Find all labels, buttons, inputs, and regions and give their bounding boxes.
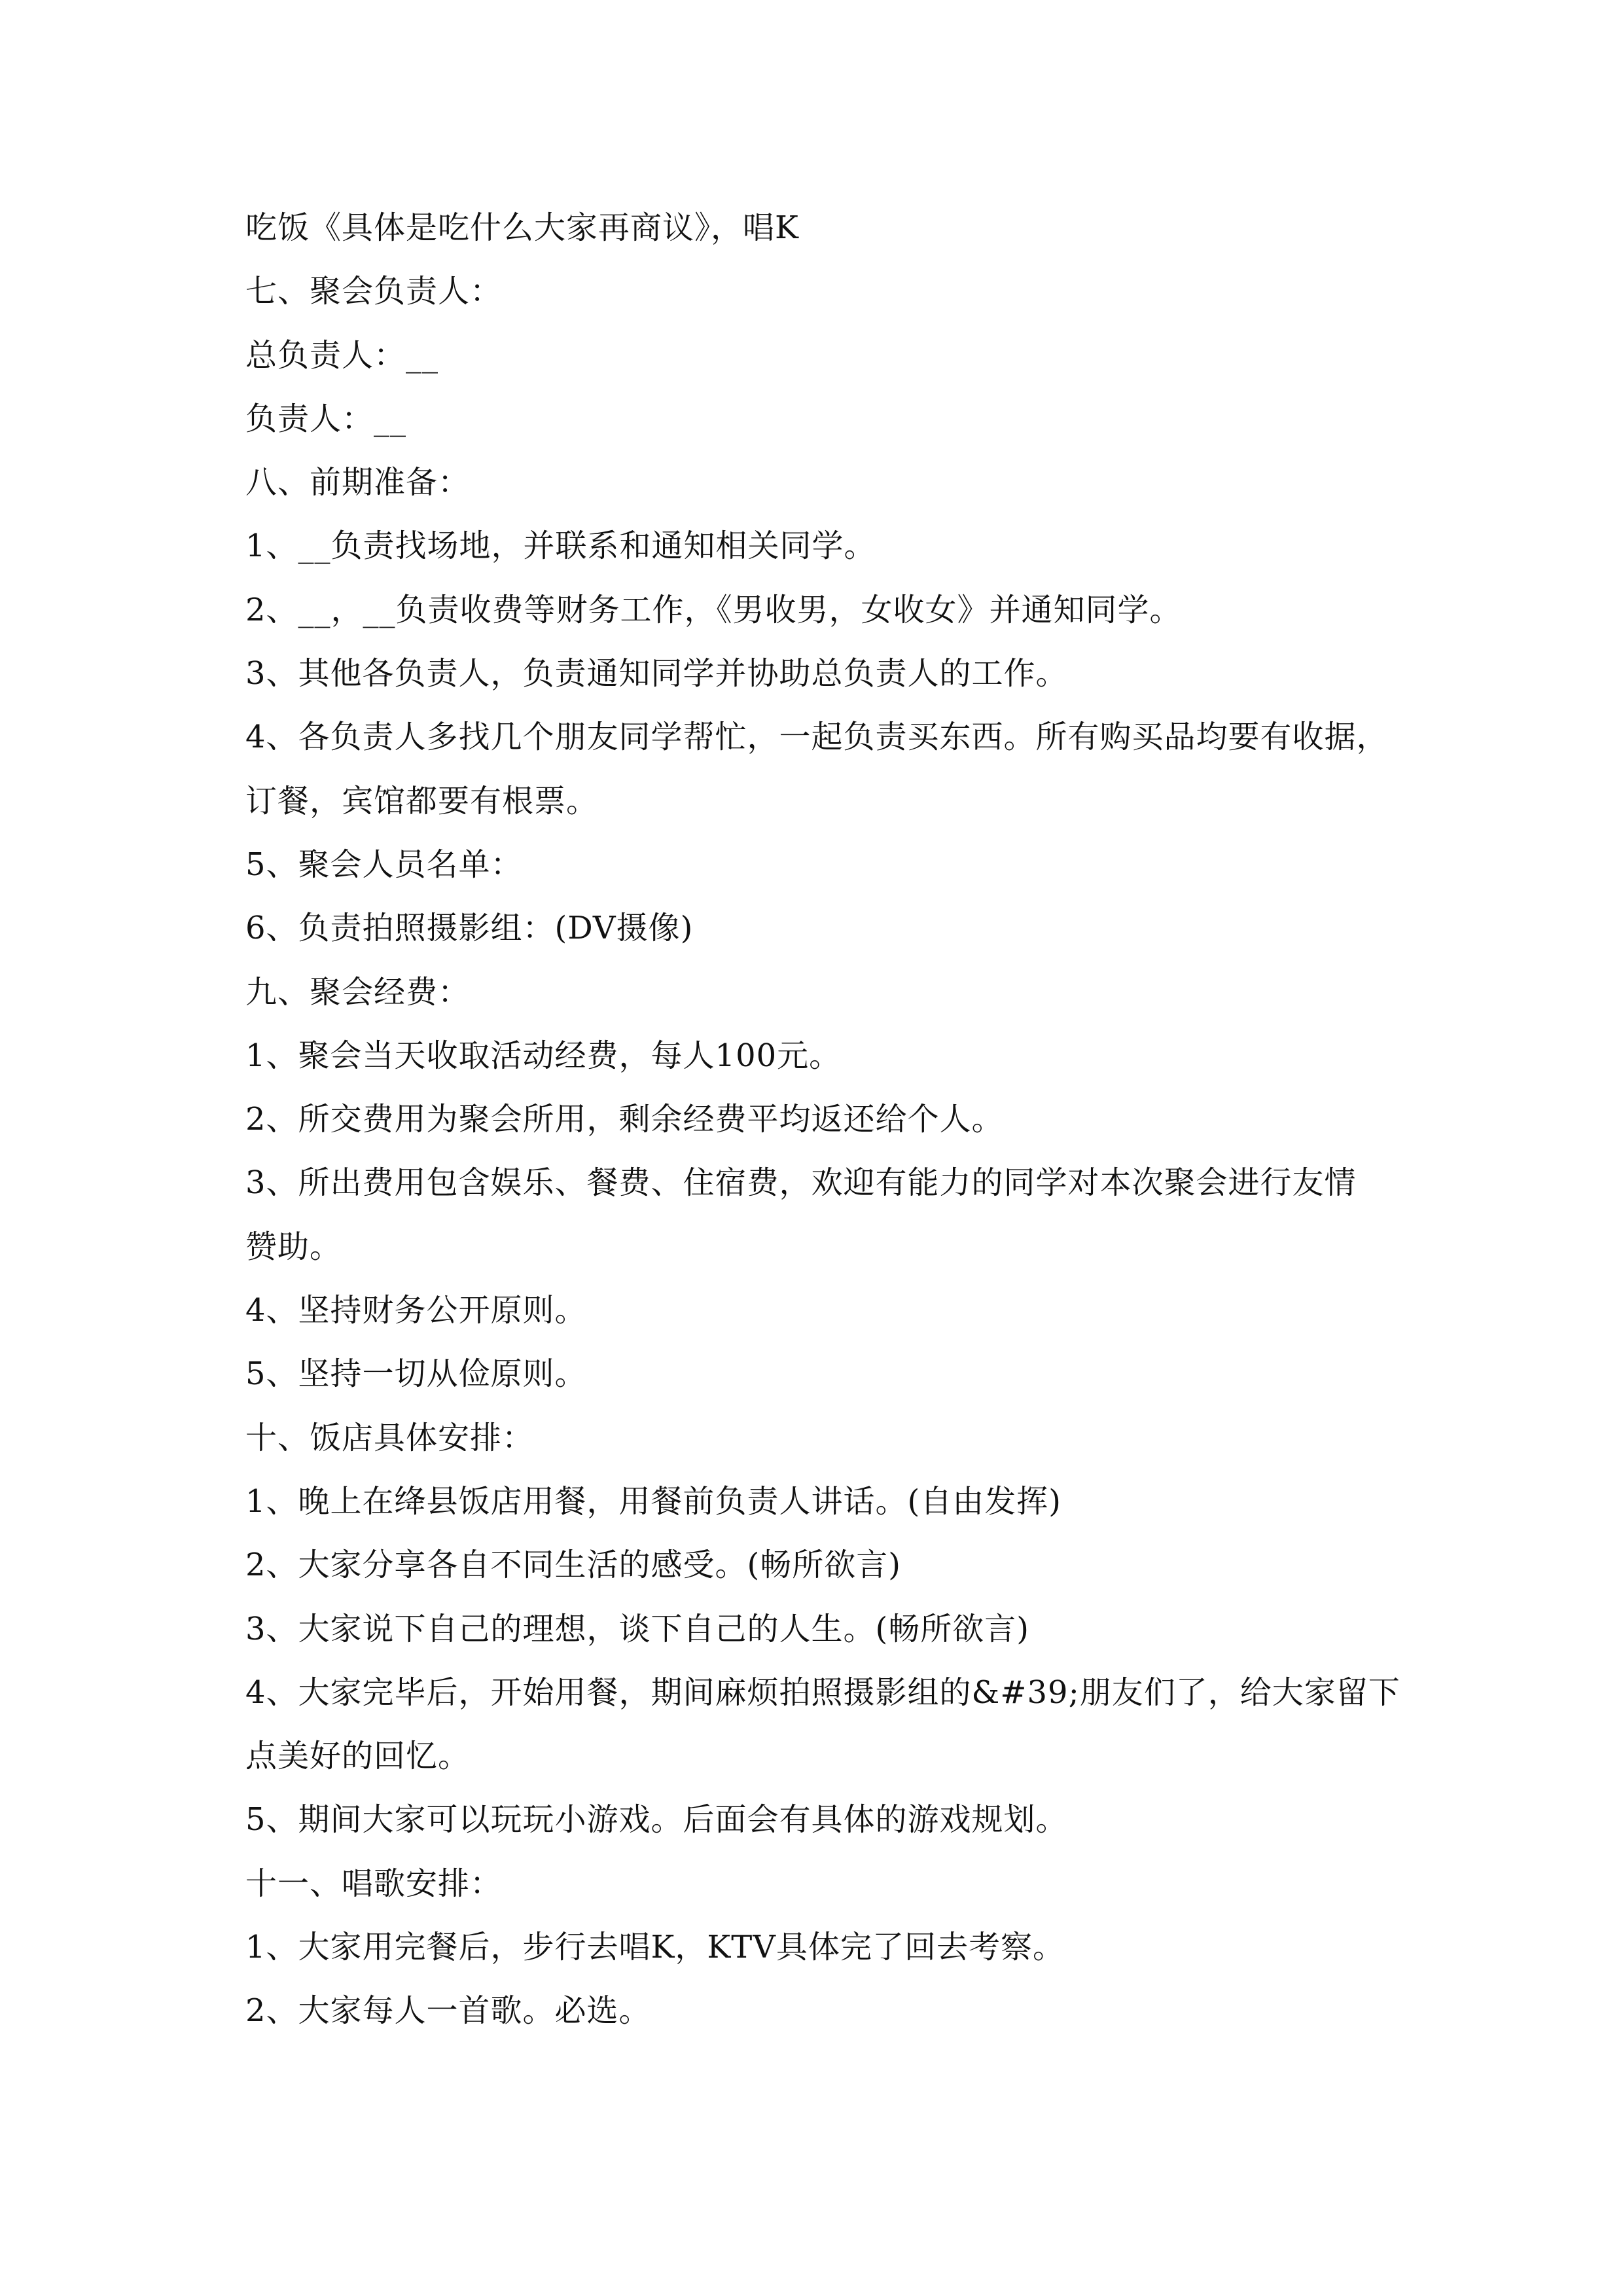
text-line: 3、其他各负责人，负责通知同学并协助总负责人的工作。	[245, 655, 1068, 692]
section-heading: 十一、唱歌安排：	[245, 1865, 503, 1902]
section-heading: 十、饭店具体安排：	[245, 1419, 535, 1456]
text-line: 1、大家用完餐后，步行去唱K，KTV具体完了回去考察。	[245, 1929, 1065, 1966]
text-line: 负责人：__	[245, 400, 407, 437]
text-line: 2、大家分享各自不同生活的感受。(畅所欲言)	[245, 1547, 901, 1584]
text-line: 1、晚上在绛县饭店用餐，用餐前负责人讲话。(自由发挥)	[245, 1482, 1061, 1520]
text-line: 1、聚会当天收取活动经费，每人100元。	[245, 1037, 842, 1074]
text-line: 总负责人：__	[245, 336, 439, 374]
text-line: 1、__负责找场地，并联系和通知相关同学。	[245, 528, 876, 565]
text-line: 赞助。	[245, 1228, 342, 1265]
text-line: 4、大家完毕后，开始用餐，期间麻烦拍照摄影组的&#39;朋友们了，给大家留下	[245, 1674, 1400, 1711]
text-line: 5、聚会人员名单：	[245, 846, 523, 883]
document-body	[245, 196, 1417, 2043]
text-line: 2、__，__负责收费等财务工作，《男收男，女收女》并通知同学。	[245, 591, 1182, 628]
text-line: 4、坚持财务公开原则。	[245, 1292, 587, 1329]
section-heading: 九、聚会经费：	[245, 973, 471, 1011]
section-heading: 七、聚会负责人：	[245, 273, 503, 310]
text-line: 点美好的回忆。	[245, 1738, 471, 1775]
text-line: 吃饭《具体是吃什么大家再商议》，唱K	[245, 209, 799, 246]
text-line: 2、大家每人一首歌。必选。	[245, 1992, 651, 2030]
text-line: 4、各负责人多找几个朋友同学帮忙，一起负责买东西。所有购买品均要有收据，	[245, 719, 1389, 756]
text-line: 3、所出费用包含娱乐、餐费、住宿费，欢迎有能力的同学对本次聚会进行友情	[245, 1164, 1357, 1202]
section-heading: 八、前期准备：	[245, 464, 471, 501]
text-line: 6、负责拍照摄影组：(DV摄像)	[245, 910, 694, 947]
text-line: 5、坚持一切从俭原则。	[245, 1355, 587, 1393]
text-line: 订餐，宾馆都要有根票。	[245, 782, 599, 819]
text-line: 3、大家说下自己的理想，谈下自己的人生。(畅所欲言)	[245, 1610, 1029, 1647]
text-line: 2、所交费用为聚会所用，剩余经费平均返还给个人。	[245, 1101, 1004, 1138]
text-line: 5、期间大家可以玩玩小游戏。后面会有具体的游戏规划。	[245, 1801, 1068, 1839]
